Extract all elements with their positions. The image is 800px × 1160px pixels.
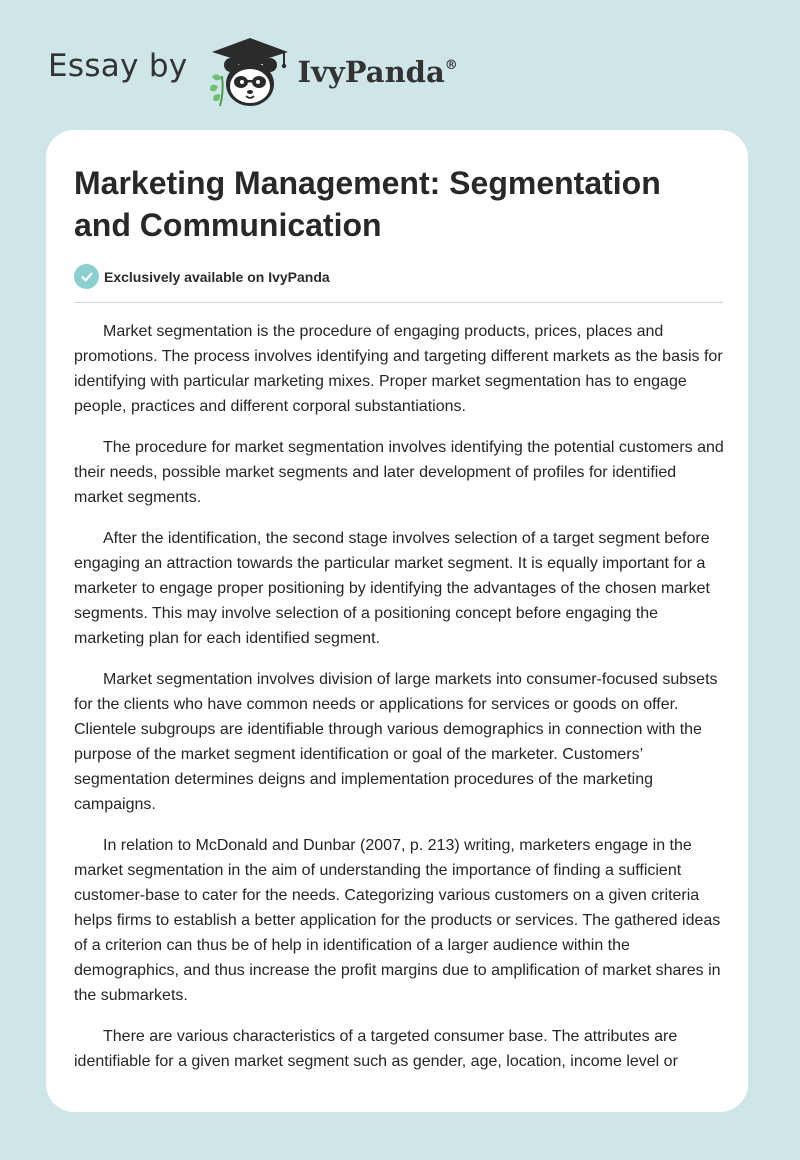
registered-mark: ® xyxy=(444,58,458,74)
divider xyxy=(74,302,723,303)
panda-graduate-logo-icon[interactable] xyxy=(204,32,296,112)
essay-body xyxy=(74,319,726,1090)
paragraph: The procedure for market segmentation involves identifying the potential customers and their needs, possible market segments and later development of profiles for identified market segments. xyxy=(74,439,724,506)
badge-label: Exclusively available on IvyPanda xyxy=(104,268,330,285)
brand-name[interactable] xyxy=(298,55,458,89)
brand-label: IvyPanda xyxy=(297,55,445,89)
paragraph: In relation to McDonald and Dunbar (2007, p. 213) writing, marketers engage in the market segmentation in the aim of understanding the importance of finding a sufficient customer-base to cater for the needs. Categorizing various customers on a given criteria helps firms to establish a better application for the products or services. The gathered ideas of a criterion can thus be of help in identification of a larger audience within the demographics, and thus increase the profit margins due to amplification of market shares in the submarkets. xyxy=(74,837,721,1004)
paragraph: There are various characteristics of a targeted consumer base. The attributes are identifiable for a given market segment such as gender, age, location, income level or xyxy=(74,1028,678,1070)
paragraph: After the identification, the second stage involves selection of a target segment before engaging an attraction towards the particular market segment. It is equally important for a marketer to engage proper positioning by identifying the advantages of the chosen market segments. This may involve selection of a positioning concept before engaging the marketing plan for each identified segment. xyxy=(74,530,710,647)
check-circle-icon xyxy=(74,264,99,289)
paragraph: Market segmentation is the procedure of engaging products, prices, places and promotions. The process involves identifying and targeting different markets as the basis for identifying with particular marketing mixes. Proper market segmentation has to engage people, practices and different corporal substantiations. xyxy=(74,323,723,415)
essay-card xyxy=(46,130,748,1112)
site-header xyxy=(48,32,458,112)
page-title: Marketing Management: Segmentation and Communication xyxy=(74,165,661,243)
exclusive-badge xyxy=(74,264,330,289)
paragraph: Market segmentation involves division of large markets into consumer-focused subsets for the clients who have common needs or applications for services or goods on offer. Clientele subgroups are identifiable through various demographics in connection with the purpose of the market segment identification or goal of the marketer. Customers’ segmentation determines deigns and implementation procedures of the marketing campaigns. xyxy=(74,671,718,813)
essay-by-label: Essay by xyxy=(48,48,188,84)
